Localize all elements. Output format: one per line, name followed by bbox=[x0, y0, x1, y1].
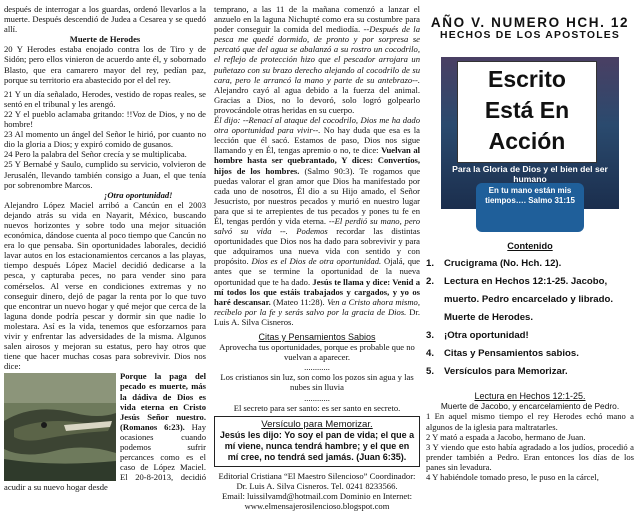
story-text-2c: recordar las distintas oportunidades que Dios nos ha dado para sobrevivir y para que adquiramos una nueva vida con sentido y con propósito. bbox=[214, 226, 420, 267]
banner-line-2: Está En bbox=[484, 97, 570, 124]
author-signature: Dr. Luis A. Silva Cisneros. bbox=[214, 306, 420, 327]
banner-title bbox=[457, 61, 597, 163]
book-title: HECHOS DE LOS APOSTOLES bbox=[439, 30, 621, 42]
romans-quote: Porque la paga del pecado es muerte, más la dádiva de Dios es vida eterna en Cristo Jesús Señor nuestro. (Romanos 6:23). bbox=[120, 371, 206, 432]
story-quote-4: Dios es el Dios de otra oportunidad. bbox=[251, 256, 382, 267]
credit-line-2: Dr. Luis A. Silva Cisneros. Tel. 0241 8233566. bbox=[236, 480, 398, 491]
toc-number: 5. bbox=[426, 366, 435, 378]
opportunity-text bbox=[4, 200, 206, 372]
banner-line-3: Acción bbox=[488, 128, 566, 155]
wise-quote-1: Aprovecha tus oportunidades, porque es probable que no vuelvan a aparecer. bbox=[219, 342, 415, 363]
banner-line-1: Escrito bbox=[488, 66, 566, 93]
toc-text: Citas y Pensamientos sabios. bbox=[444, 348, 579, 360]
toc-item bbox=[426, 327, 634, 345]
story-text-2: No hay duda que esa es la lección que él sacó. Estamos de paso, Dios nos sigue llamando y en Él, tengas apremio o no, te dice: bbox=[214, 125, 420, 156]
banner-subtitle: Para la Gloria de Dios y el bien del ser humano bbox=[452, 164, 608, 184]
credit-line-4: www.elmensajerosilencioso.blogspot.com bbox=[244, 501, 390, 511]
column-1 bbox=[4, 4, 206, 493]
toc-number: 4. bbox=[426, 348, 435, 360]
story-text-2b: (Salmo 90:3). Te rogamos que puedas valorar el gran amor que Dios ha manifestado por cada uno de nosotros, Él dio a su Hijo amado, el Señor Jesucristo, por nuestros pecados y murió en nuestro lugar para que si te arrepientes de tus pecados y pones tu fe en Él, tengas perdón y vida eterna. bbox=[214, 165, 421, 226]
toc-item bbox=[426, 273, 634, 327]
story-paragraph-2 bbox=[214, 115, 420, 327]
memory-verse-title: Versículo para Memorizar. bbox=[261, 418, 373, 430]
masthead bbox=[426, 15, 634, 42]
toc-text: Versículos para Memorizar. bbox=[444, 366, 568, 378]
story-quote-1: --Después de la pesca me quedé dormido, de pronto y por sorpresa se percató que del agua se abalanzó a su rostro un cocodrilo, el reflejo de protección hizo que el pescador arrojara un puñetazo con su brazo derecho alejando al cocodrilo de su cara, pero le arrancó la mano y parte de su antebrazo--. bbox=[214, 24, 420, 85]
verse-23: 23 Al momento un ángel del Señor le hirió, por cuanto no dio la gloria a Dios; y expiró comido de gusanos. bbox=[4, 129, 206, 150]
memory-verse-box bbox=[214, 416, 420, 467]
story-paragraph-1 bbox=[214, 4, 420, 115]
section-heading-opportunity: ¡Otra oportunidad! bbox=[104, 189, 173, 200]
credit-line-1: Editorial Cristiana “El Maestro Silencioso” Coordinador: bbox=[218, 470, 416, 481]
toc-item bbox=[426, 345, 634, 363]
reading-verse-2: 2 Y mató a espada a Jacobo, hermano de Juan. bbox=[426, 431, 586, 442]
reading-subtitle: Muerte de Jacobo, y encarcelamiento de Pedro. bbox=[440, 401, 620, 412]
toc-text: ¡Otra oportunidad! bbox=[444, 330, 529, 342]
story-text-2d: Ojalá, que antes que se termine la oportunidad de la nueva oportunidad que te ha dado. bbox=[214, 256, 420, 287]
toc-item bbox=[426, 255, 634, 273]
psalm-quote: Vuelvan al hombre hasta ser quebrantado, Y dices: Convertíos, hijos de los hombres. bbox=[214, 145, 421, 176]
crocodile-image bbox=[4, 373, 116, 481]
story-text-1: temprano, a las 11 de la mañana comenzó a lanzar el anzuelo en la laguna Nichupté como era su costumbre para poder conseguir la comida del mediodía. bbox=[214, 4, 420, 35]
wise-quote-sep-2: ............ bbox=[304, 392, 330, 403]
wise-quotes-title: Citas y Pensamientos Sabios bbox=[258, 332, 376, 342]
matthew-ref: (Mateo 11:28). bbox=[273, 296, 325, 307]
toc-item bbox=[426, 363, 634, 381]
reading-verse-4: 4 Y habiéndole tomado preso, le puso en la cárcel, bbox=[426, 472, 599, 483]
verse-21: 21 Y un día señalado, Herodes, vestido de ropas reales, se sentó en el tribunal y les arengó. bbox=[4, 88, 206, 109]
memory-verse-text: Jesús les dijo: Yo soy el pan de vida; el que a mí viene, nunca tendrá hambre; y el que en mí cree, no tendrá sed jamás. (Juan 6:35). bbox=[219, 429, 415, 462]
toc-number: 2. bbox=[426, 276, 435, 288]
opportunity-body: Alejandro López Maciel arribó a Cancún en el 2003 dejando atrás su vida en Nayarit, México, buscando nuevos horizontes y sobre todo una mejor situación económica, dándose cuenta al poco tiempo que Cancún no era lo que pensaba. Sin oportunidades laborales, decidió lavar autos en los estacionamientos cercanos a las playas, tiempo después López Maciel decidió dedicarse a la pesca, y capturaba peces, no para vender sino para comérselos. Al verse en condiciones extremas y no conseguir dinero, dejó de pagar la renta por lo que tuvo que encontrar un nuevo hogar y qué mejor que cerca de la laguna donde podría pescar y dormir sin que nadie lo molestara. Así es la vida, tenemos que esforzarnos para vivir y enfrentar las adversidades de la misma. Algunos salen airosos y mejoran su estatus, pero hay otros que tiene que hacer muchas cosas para sobrevivir. Dios nos dice: bbox=[4, 199, 206, 372]
verse-20: 20 Y Herodes estaba enojado contra los de Tiro y de Sidón; pero ellos vinieron de acuerdo ante él, y sobornado Blasto, que era camarero mayor del rey, pedían paz, porque su territorio era abastecido por el del rey. bbox=[4, 44, 206, 85]
wise-quote-3: El secreto para ser santo: es ser santo en secreto. bbox=[233, 402, 401, 413]
toc-number: 1. bbox=[426, 258, 435, 270]
toc-text: Crucigrama (No. Hch. 12). bbox=[444, 258, 562, 270]
wise-quote-sep-1: ............ bbox=[304, 362, 330, 373]
column-2 bbox=[214, 4, 421, 511]
wise-quotes-section bbox=[214, 332, 420, 413]
credit-line-3: Email: luissilvamd@hotmail.com Dominio en Internet: bbox=[221, 491, 413, 502]
story-quote-5: Ven a Cristo ahora mismo, recíbelo por la fe y serás salvo por la gracia de Dios. bbox=[214, 296, 421, 317]
column-3 bbox=[426, 4, 634, 493]
section-heading-herodes: Muerte de Herodes bbox=[69, 34, 141, 45]
reading-title: Lectura en Hechos 12:1-25. bbox=[474, 391, 586, 402]
wise-quote-2: Los cristianos sin luz, son como los pozos sin agua y las nubes sin lluvia bbox=[220, 372, 414, 393]
credits bbox=[214, 471, 420, 511]
reading-verse-1: 1 En aquel mismo tiempo el rey Herodes echó mano a algunos de la iglesia para maltratarles. bbox=[426, 411, 634, 432]
verse-25: 25 Y Bernabé y Saulo, cumplido su servicio, volvieron de Jerusalén, llevando también consigo a Juan, el que tenía por sobrenombre Marcos. bbox=[4, 159, 206, 190]
toc-text: Lectura en Hechos 12:1-25. Jacobo, muerto. Pedro encarcelado y librado. Muerte de Herodes. bbox=[444, 276, 614, 324]
story-text-1-end: Alejandro cayó al agua debido a la fuerza del animal. Gracias a Dios, no lo devoró, solo logró golpearlo provocándole otras heridas en su cuerpo. bbox=[214, 84, 420, 115]
issue-title: AÑO V. NUMERO HCH. 12 bbox=[430, 15, 630, 30]
contents-heading: Contenido bbox=[507, 241, 553, 252]
verse-24: 24 Pero la palabra del Señor crecía y se multiplicaba. bbox=[4, 149, 187, 160]
reading-section bbox=[426, 391, 634, 482]
matthew-quote: Jesús te llama y dice: Venid a mí todos los que estáis trabajados y cargados, y yo os haré descansar. bbox=[214, 276, 421, 307]
story-quote-2: Él dijo: --Renací al ataque del cocodrilo, Dios me ha dado otra oportunidad para vivir--. bbox=[214, 115, 420, 136]
verse-22: 22 Y el pueblo aclamaba gritando: !!Voz de Dios, y no de hombre! bbox=[4, 108, 206, 130]
banner-verse: En tu mano están mis tiempos…. Salmo 31:15 bbox=[476, 183, 584, 232]
opportunity-tail: Hay ocasiones cuando podemos sufrir percances como es el caso de López Maciel. El 20-8-2013, decidió acudir a su nuevo hogar desde bbox=[4, 421, 206, 493]
table-of-contents bbox=[426, 241, 634, 381]
intro-paragraph: después de interrogar a los guardas, ordenó llevarlos a la muerte. Después descendió de Judea a Cesarea y se quedó allí. bbox=[4, 4, 206, 35]
reading-verse-3: 3 Y viendo que esto había agradado a los judíos, procedió a prender también a Pedro. Eran entonces los días de los panes sin levadura. bbox=[426, 441, 634, 472]
toc-number: 3. bbox=[426, 330, 435, 342]
story-quote-3: --El perdió su mano, pero salvó su vida --. Podemos bbox=[214, 215, 420, 237]
